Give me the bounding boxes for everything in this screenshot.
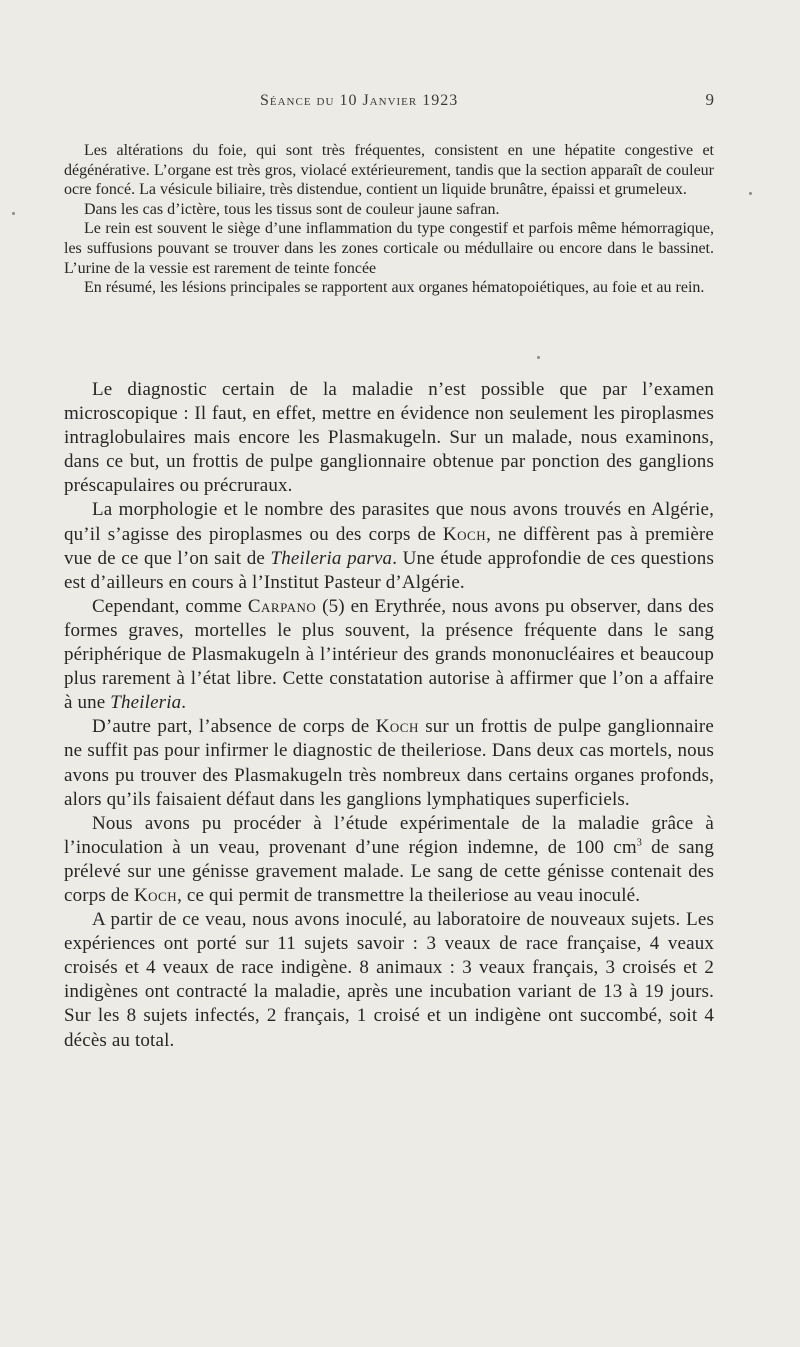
running-header bbox=[64, 92, 714, 120]
text-run: D’autre part, l’absence de corps de bbox=[92, 716, 376, 738]
author-name-koch: Koch bbox=[442, 523, 487, 545]
text-run: , ne diffèrent pas à première vue de ce que l’on sait de bbox=[64, 523, 714, 569]
text-run: . bbox=[181, 692, 187, 714]
paragraph-absence bbox=[64, 715, 714, 811]
text-run: La morphologie et le nombre des parasites que nous avons trouvés en Algérie, qu’il s’agisse des piroplasmes ou des corps de bbox=[64, 499, 714, 545]
paper-speck bbox=[12, 212, 15, 215]
paragraph-carpano bbox=[64, 595, 714, 715]
paragraph-results: A partir de ce veau, nous avons inoculé, au laboratoire de nouveaux sujets. Les expériences ont porté sur 11 sujets savoir : 3 veaux de race française, 4 veaux croisés et 4 veaux de race indigène. 8 animaux : 3 veaux français, 3 croisés et 2 indigènes ont contracté la maladie, après une incubation variant de 13 à 19 jours. Sur les 8 sujets infectés, 2 français, 1 croisé et un indigène ont succombé, soit 4 décès au total. bbox=[64, 909, 714, 1051]
paper-speck bbox=[537, 356, 540, 359]
text-run: , ce qui permit de transmettre la theileriose au veau inoculé. bbox=[177, 884, 641, 906]
author-name-koch: Koch bbox=[133, 884, 178, 906]
header-title: Séance du 10 Janvier 1923 bbox=[260, 92, 459, 109]
species-name: Theileria parva bbox=[270, 547, 393, 569]
superscript: 3 bbox=[636, 837, 642, 849]
paragraph-experimental bbox=[64, 812, 714, 908]
text-run: (5) en Erythrée, nous avons pu observer, dans des formes graves, mortelles le plus souvent, la présence fréquente dans le sang périphérique de Plasmakugeln à l’intérieur des grands mononucléaires et beaucoup plus rarement à l’état libre. Cette constatation autorise à affirmer que l’on a affaire à une bbox=[64, 595, 714, 714]
paragraph-liver: Les altérations du foie, qui sont très fréquentes, consistent en une hépatite congestive et dégénérative. L’organe est très gros, violacé extérieurement, tandis que la section apparaît de couleur ocre foncé. La vésicule biliaire, très distendue, contient un liquide brunâtre, épaissi et grumeleux. bbox=[64, 142, 714, 199]
main-text-section bbox=[64, 378, 714, 1053]
author-name-carpano: Carpano bbox=[247, 595, 317, 617]
text-run: Nous avons pu procéder à l’étude expérimentale de la maladie grâce à l’inoculation à un veau, provenant d’une région indemne, de 100 cm bbox=[64, 812, 714, 858]
text-run: Cependant, comme bbox=[92, 595, 248, 617]
paper-speck bbox=[749, 192, 752, 195]
paragraph-morphology bbox=[64, 498, 714, 594]
genus-name: Theileria bbox=[110, 692, 182, 714]
paragraph-diagnostic: Le diagnostic certain de la maladie n’est possible que par l’examen microscopique : Il faut, en effet, mettre en évidence non seulement les piroplasmes intraglobulaires mais encore les Plasmakugeln. Sur un malade, nous examinons, dans ce but, un frottis de pulpe ganglionnaire obtenue par ponction des ganglions préscapulaires ou précruraux. bbox=[64, 379, 714, 497]
paragraph-summary: En résumé, les lésions principales se rapportent aux organes hématopoiétiques, au foie et au rein. bbox=[84, 279, 705, 297]
page-number: 9 bbox=[705, 90, 714, 109]
paragraph-icterus: Dans les cas d’ictère, tous les tissus sont de couleur jaune safran. bbox=[84, 200, 500, 218]
text-run: sur un frottis de pulpe ganglionnaire ne suffit pas pour infirmer le diagnostic de theileriose. Dans deux cas mortels, nous avons pu trouver des Plasmakugeln très nombreux dans certains organes profonds, alors qu’ils faisaient défaut dans les ganglions lymphatiques superficiels. bbox=[64, 716, 714, 810]
small-print-section bbox=[64, 141, 714, 298]
author-name-koch: Koch bbox=[375, 716, 419, 738]
paragraph-kidney: Le rein est souvent le siège d’une inflammation du type congestif et parfois même hémorragique, les suffusions pouvant se trouver dans les zones corticale ou médullaire ou encore dans le bassinet. L’urine de la vessie est rarement de teinte foncée bbox=[64, 220, 714, 277]
text-run: de sang prélevé sur une génisse gravement malade. Le sang de cette génisse contenait des corps de bbox=[64, 836, 714, 906]
text-run: . Une étude approfondie de ces questions est d’ailleurs en cours à l’Institut Pasteur d’Algérie. bbox=[64, 547, 714, 593]
